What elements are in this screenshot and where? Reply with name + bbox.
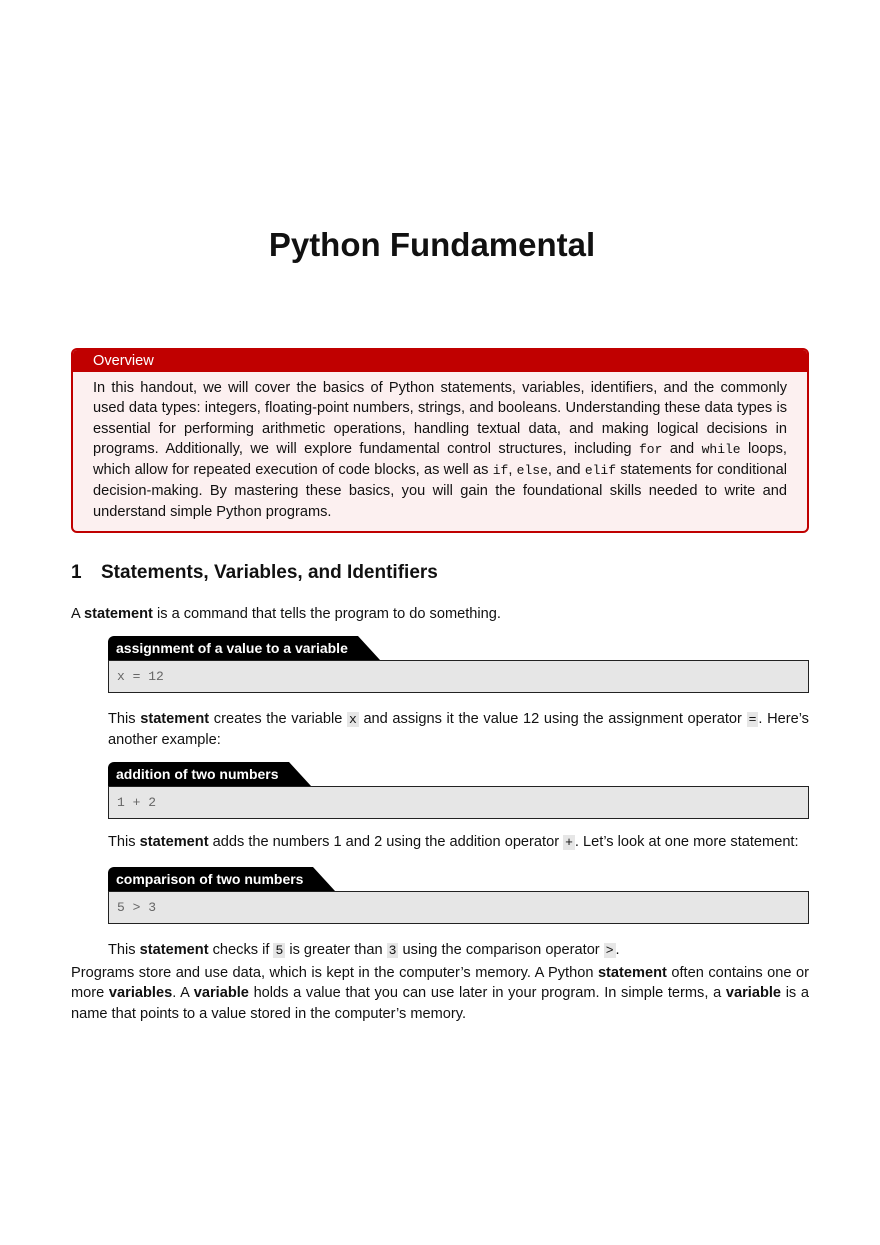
inline-code: > xyxy=(605,943,614,958)
paragraph-comparison xyxy=(108,940,809,961)
inline-code: 3 xyxy=(388,943,397,958)
code-content: 5 > 3 xyxy=(108,891,809,924)
section-number: 1 xyxy=(71,562,82,583)
text: creates the variable xyxy=(209,711,347,727)
keyword-else: else xyxy=(516,463,548,479)
intro-paragraph xyxy=(71,604,809,624)
bold-term: statement xyxy=(139,942,209,958)
text: This xyxy=(108,711,141,727)
bold-term: variable xyxy=(193,985,249,1002)
text: Programs store and use data, which is kept in the computer’s memory. A Python xyxy=(71,965,598,981)
keyword-elif: elif xyxy=(584,463,617,479)
bold-term: statement xyxy=(140,711,210,727)
bold-term: statement xyxy=(597,965,667,981)
overview-text-1: In this handout, we will cover the basics of Python statements, variables, identifiers, and the commonly used data types: integers, floating-point numbers, strings, and booleans. Understanding these data types is essential for performing arithmetic operations, handling textual data, and making logical decisions in programs. Additionally, we will explore fundamental control structures, including xyxy=(93,380,787,457)
text: . A xyxy=(172,985,194,1002)
page-title: Python Fundamental xyxy=(268,226,596,263)
text: . Let’s look at one more statement: xyxy=(574,834,799,850)
section-title: Statements, Variables, and Identifiers xyxy=(101,562,438,583)
code-label: assignment of a value to a variable xyxy=(108,636,358,660)
overview-text-3: statements for conditional decision-making. By mastering these basics, you will gain the foundational skills needed to write and understand simple Python programs. xyxy=(93,462,787,520)
code-content: 1 + 2 xyxy=(108,786,809,819)
bold-term: variable xyxy=(725,985,782,1002)
inline-code: 5 xyxy=(275,943,284,958)
overview-text-and-2: , and xyxy=(547,462,585,479)
code-label: comparison of two numbers xyxy=(108,867,313,891)
text: and assigns it the value 12 using the assignment operator xyxy=(358,711,747,727)
text: holds a value that you can use later in your program. In simple terms, a xyxy=(248,985,726,1002)
keyword-while: while xyxy=(701,441,741,457)
code-block-assignment xyxy=(108,636,809,693)
code-block-comparison xyxy=(108,867,809,924)
code-content: x = 12 xyxy=(108,660,809,693)
text: adds the numbers 1 and 2 using the addition operator xyxy=(208,834,564,850)
text: This xyxy=(108,942,140,958)
inline-code: x xyxy=(348,712,357,727)
text: checks if xyxy=(208,942,274,958)
paragraph-variables xyxy=(71,963,809,1024)
text: is greater than xyxy=(285,942,387,958)
intro-text-b: is a command that tells the program to do something. xyxy=(152,606,501,622)
intro-text-a: A xyxy=(71,606,84,622)
keyword-if: if xyxy=(492,463,509,479)
overview-heading: Overview xyxy=(73,350,807,372)
code-label: addition of two numbers xyxy=(108,762,289,786)
code-block-addition xyxy=(108,762,809,819)
overview-text-2: loops, which allow for repeated execution of code blocks, as well as xyxy=(93,440,787,479)
overview-comma: , xyxy=(508,462,517,479)
inline-code: = xyxy=(748,712,757,727)
section-heading xyxy=(71,562,809,584)
bold-term: variables xyxy=(108,985,173,1002)
intro-bold: statement xyxy=(83,606,153,622)
text: using the comparison operator xyxy=(398,942,604,958)
text: often contains one or more xyxy=(71,965,809,1002)
text: . Here’s another example: xyxy=(108,711,809,749)
paragraph-addition xyxy=(108,832,809,853)
overview-text-and: and xyxy=(662,440,702,457)
text: . xyxy=(615,942,620,958)
keyword-for: for xyxy=(638,441,663,457)
paragraph-assignment xyxy=(108,709,809,751)
overview-box xyxy=(71,348,809,533)
bold-term: statement xyxy=(139,834,209,850)
text: This xyxy=(108,834,140,850)
inline-code: + xyxy=(565,835,573,850)
text: is a name that points to a value stored in the computer’s memory. xyxy=(71,985,810,1022)
overview-text xyxy=(73,372,807,531)
